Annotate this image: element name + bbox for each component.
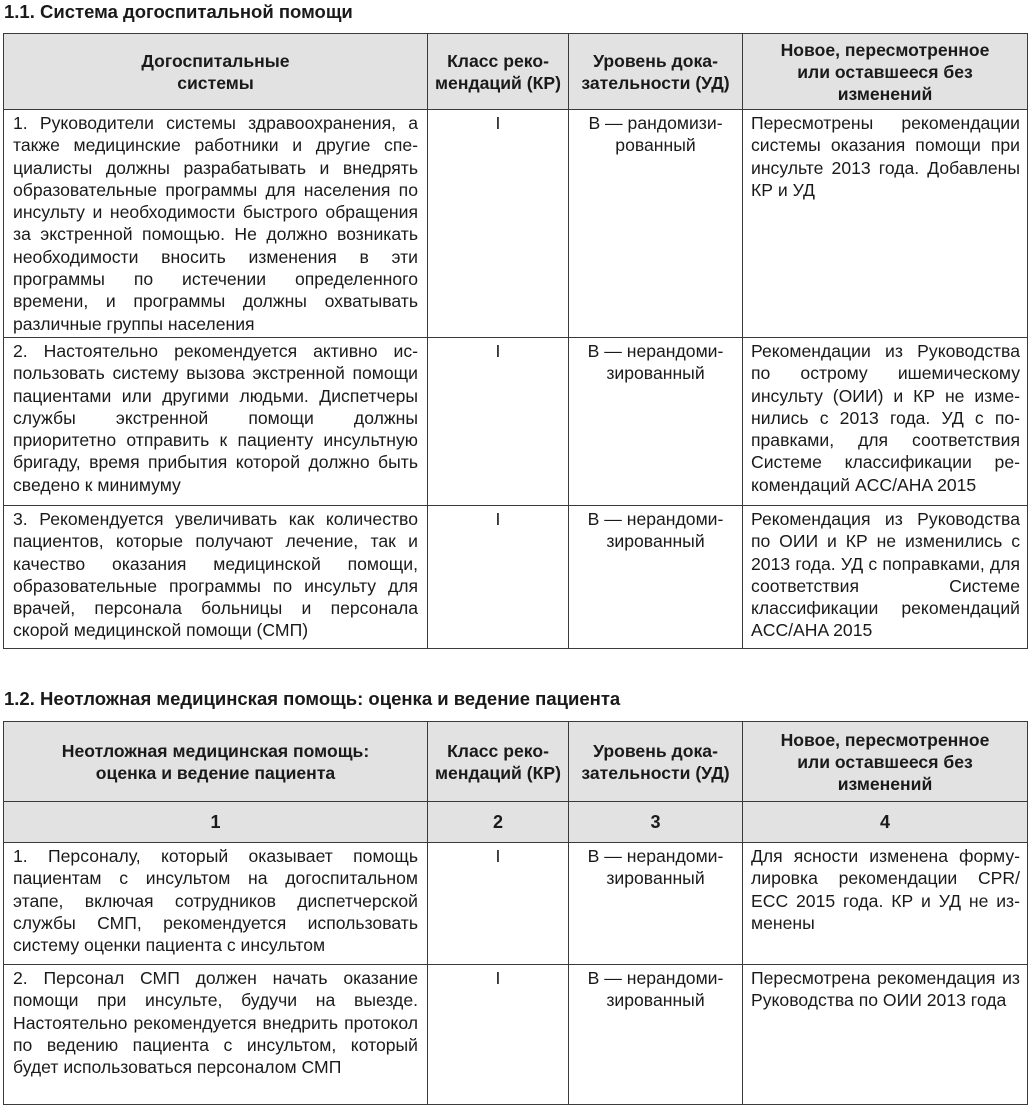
- status-cell: Пересмотрена рекомендация из Руководства по ОИИ 2013 года: [743, 965, 1028, 1105]
- ud-cell: B — нерандомизированный: [569, 843, 743, 965]
- kr-cell: I: [428, 337, 569, 505]
- column-header: Уровень доказательности (УД): [569, 34, 743, 110]
- recommendation-cell: 2. Настоятельно рекомендуется активно использовать систему вызова экстренной помощи пациентами или другими людьми. Диспетчеры службы экстренной помощи должны приоритетно отправить к пациенту инсультную бригаду, время прибытия которой должно быть сведено к минимуму: [4, 337, 428, 505]
- ud-cell: B — нерандомизированный: [569, 965, 743, 1105]
- recommendations-table: [3, 721, 1028, 1105]
- table-row: [4, 110, 1028, 338]
- kr-cell: I: [428, 110, 569, 338]
- table-row: [4, 337, 1028, 505]
- status-cell: Для ясности изменена формулировка рекомендации CPR/ ECC 2015 года. КР и УД не изменены: [743, 843, 1028, 965]
- recommendation-cell: 1. Руководители системы здравоохранения, а также медицинские работники и другие специалисты должны разрабатывать и внедрять образовательные программы для населения по инсульту и необходимости быстрого обращения за экстренной помощью. Не должно возникать необходимости вносить изменения в эти программы по истечении определенного времени, и программы должны охватывать различные группы населения: [4, 110, 428, 338]
- column-header: Класс рекомендаций (КР): [428, 722, 569, 802]
- table-header-row: [4, 34, 1028, 110]
- recommendations-table: [3, 33, 1028, 649]
- column-header: Неотложная медицинская помощь: оценка и ведение пациента: [4, 722, 428, 802]
- status-cell: Рекомендации из Руководства по острому ишемическому инсульту (ОИИ) и КР не изменились с 2013 года. УД с поправками, для соответствия Системе классификации рекомендаций ACC/AHA 2015: [743, 337, 1028, 505]
- table-row: [4, 965, 1028, 1105]
- recommendation-cell: 2. Персонал СМП должен начать оказание помощи при инсульте, будучи на выезде. Настоятельно рекомендуется внедрить протокол по ведению пациента с инсультом, который будет использоваться персоналом СМП: [4, 965, 428, 1105]
- ud-cell: B — рандомизированный: [569, 110, 743, 338]
- recommendation-cell: 1. Персоналу, который оказывает помощь пациентам с инсультом на догоспитальном этапе, включая сотрудников диспетчерской службы СМП, рекомендуется использовать систему оценки пациента с инсультом: [4, 843, 428, 965]
- kr-cell: I: [428, 843, 569, 965]
- column-number: 1: [4, 802, 428, 843]
- column-number: 2: [428, 802, 569, 843]
- column-header: Новое, пересмотренное или оставшееся без изменений: [743, 34, 1028, 110]
- column-number-row: [4, 802, 1028, 843]
- column-number: 3: [569, 802, 743, 843]
- section-title: 1.2. Неотложная медицинская помощь: оценка и ведение пациента: [4, 688, 621, 709]
- ud-cell: B — нерандомизированный: [569, 337, 743, 505]
- column-number: 4: [743, 802, 1028, 843]
- kr-cell: I: [428, 965, 569, 1105]
- kr-cell: I: [428, 505, 569, 648]
- table-row: [4, 505, 1028, 648]
- status-cell: Рекомендация из Руководства по ОИИ и КР не изменились с 2013 года. УД с поправками, для соответствия Системе классификации рекомендаций ACC/AHA 2015: [743, 505, 1028, 648]
- table-header-row: [4, 722, 1028, 802]
- section-title: 1.1. Система догоспитальной помощи: [4, 1, 353, 22]
- table-row: [4, 843, 1028, 965]
- status-cell: Пересмотрены рекомендации системы оказания помощи при инсульте 2013 года. Добавлены КР и УД: [743, 110, 1028, 338]
- column-header: Уровень доказательности (УД): [569, 722, 743, 802]
- recommendation-cell: 3. Рекомендуется увеличивать как количество пациентов, которые получают лечение, так и качество оказания медицинской помощи, образовательные программы по инсульту для врачей, персонала больницы и персонала скорой медицинской помощи (СМП): [4, 505, 428, 648]
- column-header: Класс рекомендаций (КР): [428, 34, 569, 110]
- column-header: Догоспитальные системы: [4, 34, 428, 110]
- column-header: Новое, пересмотренное или оставшееся без изменений: [743, 722, 1028, 802]
- ud-cell: B — нерандомизированный: [569, 505, 743, 648]
